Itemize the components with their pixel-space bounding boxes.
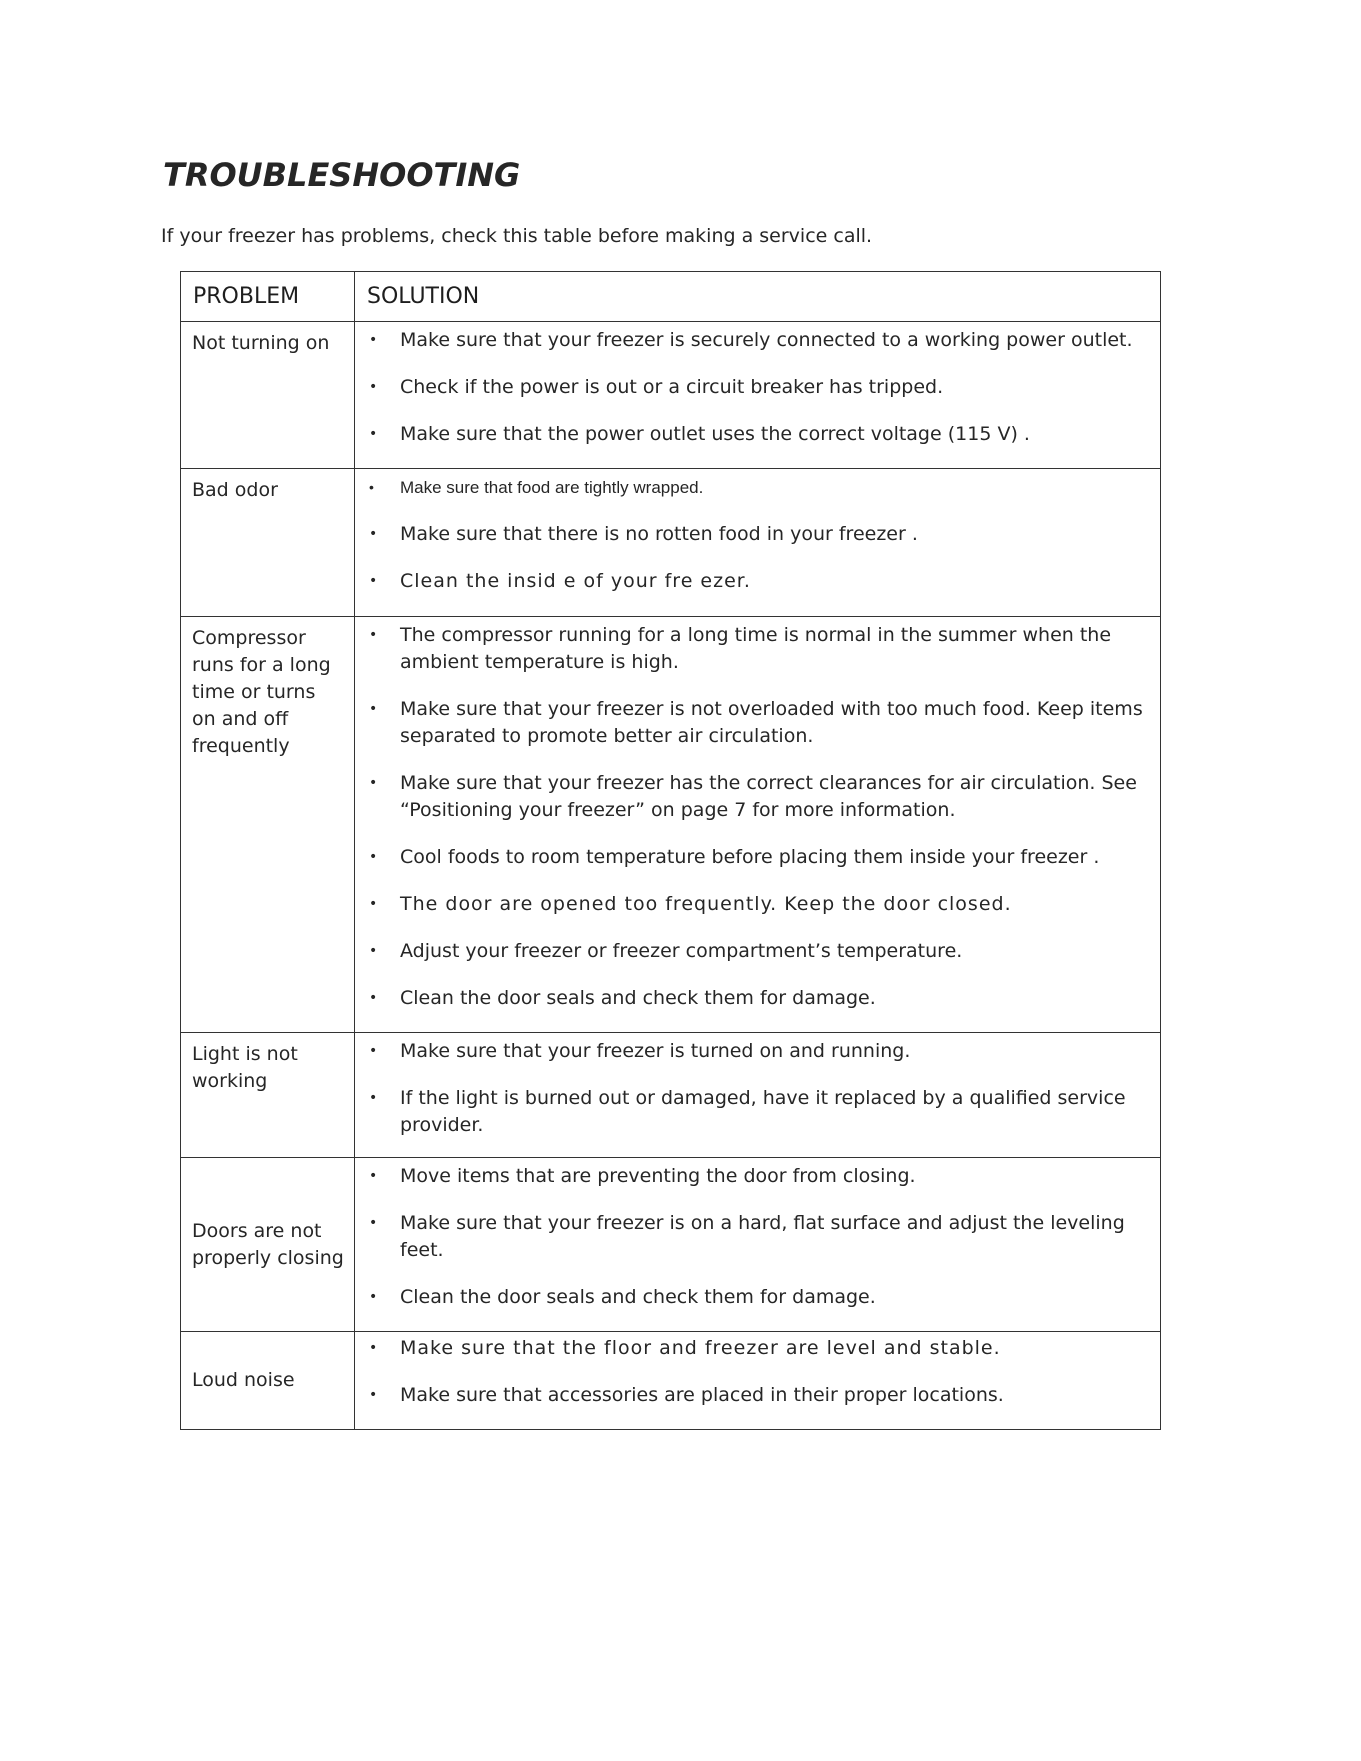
list-item: • If the light is burned out or damaged, have it replaced by a qualified service provider.	[369, 1087, 1126, 1136]
solution-cell	[355, 617, 1161, 1033]
table-header-row	[181, 272, 1161, 322]
list-item: • Make sure that your freezer is turned on and running.	[365, 1038, 1150, 1065]
bullet-icon: •	[369, 1215, 378, 1231]
solution-cell	[355, 322, 1161, 469]
table-row	[181, 469, 1161, 617]
solution-cell	[355, 1332, 1161, 1430]
list-item: • Make sure that there is no rotten food in your freezer .	[365, 521, 1150, 548]
solution-cell	[355, 1158, 1161, 1332]
solution-cell	[355, 1033, 1161, 1158]
bullet-icon: •	[369, 426, 378, 442]
solution-cell	[355, 469, 1161, 617]
bullet-icon: •	[369, 1387, 378, 1403]
solution-list	[355, 1033, 1160, 1147]
problem-cell: Compressor runs for a long time or turns on and off frequently	[181, 617, 355, 1033]
problem-cell: Light is not working	[181, 1033, 355, 1158]
list-item: • Move items that are preventing the door from closing.	[365, 1163, 1150, 1190]
list-item: • Make sure that accessories are placed in their proper locations.	[365, 1382, 1150, 1409]
list-item: • Cool foods to room temperature before placing them inside your freezer .	[365, 844, 1150, 871]
list-item: • Clean the insid e of your fre ezer.	[365, 568, 1150, 595]
list-item: • Make sure that food are tightly wrapped.	[365, 474, 1150, 501]
bullet-icon: •	[369, 526, 378, 542]
bullet-icon: •	[369, 573, 379, 589]
bullet-icon: •	[369, 1043, 378, 1059]
list-item: • Adjust your freezer or freezer compartment’s temperature.	[365, 938, 1150, 965]
list-item: • Make sure that the floor and freezer are level and stable.	[365, 1335, 1150, 1362]
bullet-icon: •	[369, 896, 379, 912]
solution-list	[355, 322, 1160, 456]
bullet-icon: •	[369, 775, 378, 791]
list-item: • Make sure that your freezer is securely connected to a working power outlet.	[365, 327, 1150, 354]
solution-list	[355, 469, 1160, 603]
list-item: • The door are opened too frequently. Keep the door closed.	[365, 891, 1150, 918]
bullet-icon: •	[369, 627, 378, 643]
table-row	[181, 322, 1161, 469]
bullet-icon: •	[369, 379, 378, 395]
solution-list	[355, 617, 1160, 1020]
bullet-icon: •	[369, 1168, 378, 1184]
list-item: • Clean the door seals and check them for damage.	[365, 985, 1150, 1012]
header-problem: PROBLEM	[181, 272, 355, 322]
list-item: • Make sure that the power outlet uses the correct voltage (115 V) .	[365, 421, 1150, 448]
header-solution: SOLUTION	[355, 272, 1161, 322]
problem-cell: Not turning on	[181, 322, 355, 469]
bullet-icon: •	[369, 1090, 378, 1106]
list-item: • Make sure that your freezer is on a hard, flat surface and adjust the leveling feet.	[369, 1212, 1125, 1261]
list-item: • Clean the door seals and check them for damage.	[365, 1284, 1150, 1311]
table-row	[181, 617, 1161, 1033]
troubleshooting-table	[180, 271, 1161, 1430]
intro-text: If your freezer has problems, check this table before making a service call.	[161, 225, 873, 247]
table-row	[181, 1158, 1161, 1332]
bullet-icon: •	[369, 849, 378, 865]
bullet-icon: •	[369, 1289, 378, 1305]
solution-list	[355, 1332, 1160, 1417]
problem-cell: Doors are not properly closing	[181, 1158, 355, 1332]
list-item: • Make sure that your freezer has the correct clearances for air circulation. See “Positioning your freezer” on page 7 for more information.	[369, 772, 1137, 821]
bullet-icon: •	[369, 701, 378, 717]
problem-cell: Loud noise	[181, 1332, 355, 1430]
table-row	[181, 1332, 1161, 1430]
solution-list	[355, 1158, 1160, 1319]
bullet-icon: •	[369, 332, 378, 348]
bullet-icon: •	[369, 1340, 379, 1356]
list-item: • Check if the power is out or a circuit breaker has tripped.	[365, 374, 1150, 401]
bullet-icon: •	[369, 990, 378, 1006]
list-item: • The compressor running for a long time is normal in the summer when the ambient temperature is high.	[369, 624, 1112, 673]
table-row	[181, 1033, 1161, 1158]
problem-cell: Bad odor	[181, 469, 355, 617]
bullet-icon: •	[369, 479, 374, 495]
page-title: TROUBLESHOOTING	[163, 156, 521, 194]
bullet-icon: •	[369, 943, 378, 959]
list-item: • Make sure that your freezer is not overloaded with too much food. Keep items separated to promote better air circulation.	[369, 698, 1143, 747]
